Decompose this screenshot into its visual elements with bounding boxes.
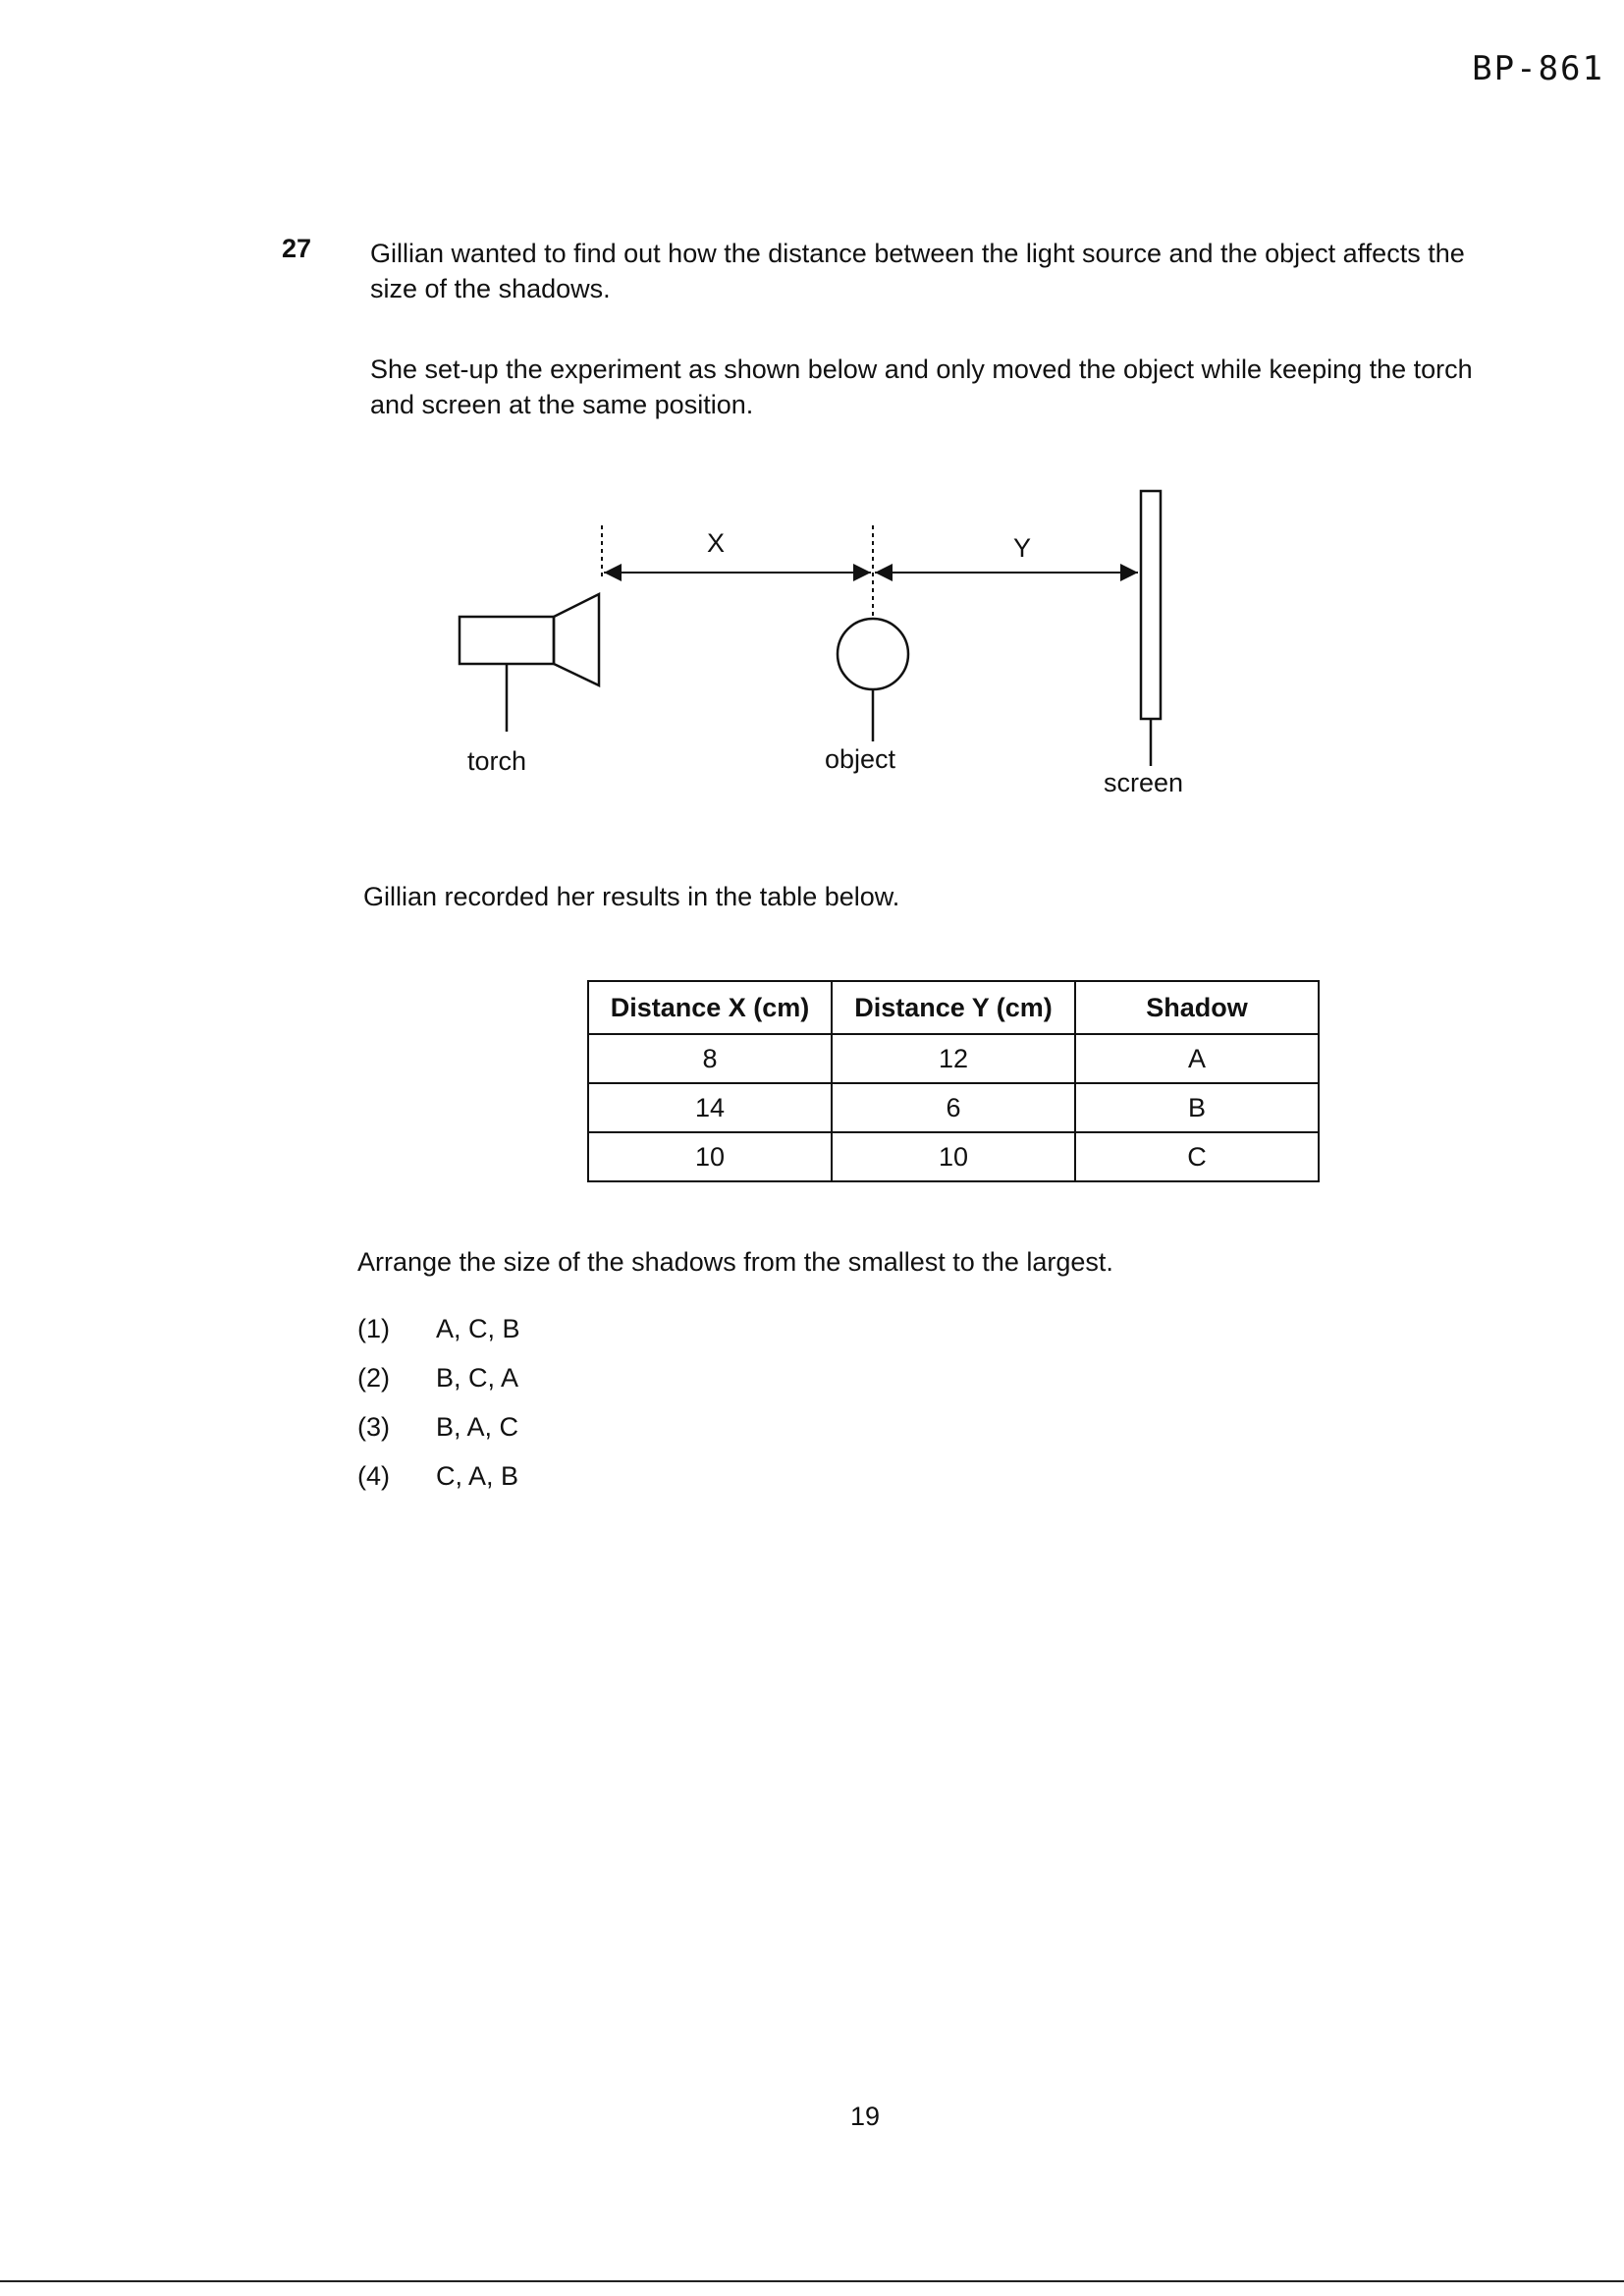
question-paragraph-1: Gillian wanted to find out how the distance between the light source and the object affects the size of the shadows. — [370, 239, 1465, 303]
option-number: (4) — [357, 1460, 390, 1491]
cell-distance-y: 6 — [832, 1083, 1075, 1132]
table-row — [588, 1132, 1319, 1181]
page-bottom-divider — [0, 2280, 1624, 2282]
header-distance-x: Distance X (cm) — [588, 981, 832, 1034]
cell-distance-x: 8 — [588, 1034, 832, 1083]
cell-shadow: B — [1075, 1083, 1319, 1132]
table-row — [588, 1083, 1319, 1132]
screen-icon — [1141, 491, 1161, 766]
option-text: B, C, A — [436, 1362, 519, 1393]
paper-code: BP-861 — [1472, 49, 1604, 88]
option-text: C, A, B — [436, 1460, 519, 1491]
option-number: (1) — [357, 1313, 390, 1343]
label-x: X — [707, 528, 726, 558]
page-number: 19 — [850, 2102, 881, 2131]
answer-options — [357, 1304, 520, 1501]
option-text: B, A, C — [436, 1411, 519, 1442]
cell-distance-y: 10 — [832, 1132, 1075, 1181]
cell-distance-y: 12 — [832, 1034, 1075, 1083]
cell-distance-x: 10 — [588, 1132, 832, 1181]
option-number: (2) — [357, 1362, 390, 1393]
table-row — [588, 1034, 1319, 1083]
cell-shadow: A — [1075, 1034, 1319, 1083]
object-ball-icon — [838, 619, 908, 741]
option-number: (3) — [357, 1411, 390, 1442]
cell-shadow: C — [1075, 1132, 1319, 1181]
torch-icon — [460, 594, 599, 732]
option-text: A, C, B — [436, 1313, 520, 1343]
question-prompt: Arrange the size of the shadows from the smallest to the largest. — [357, 1247, 1113, 1277]
option-2[interactable] — [357, 1353, 520, 1402]
label-screen: screen — [1104, 768, 1184, 797]
label-object: object — [825, 744, 896, 774]
option-3[interactable] — [357, 1402, 520, 1451]
header-shadow: Shadow — [1075, 981, 1319, 1034]
header-distance-y: Distance Y (cm) — [832, 981, 1075, 1034]
option-1[interactable] — [357, 1304, 520, 1353]
question-number: 27 — [282, 234, 312, 263]
cell-distance-x: 14 — [588, 1083, 832, 1132]
label-torch: torch — [467, 746, 527, 776]
results-table — [587, 980, 1320, 1182]
label-y: Y — [1013, 533, 1032, 563]
question-paragraph-2: She set-up the experiment as shown below and only moved the object while keeping the torch and screen at the same position. — [370, 355, 1473, 419]
table-header-row — [588, 981, 1319, 1034]
experiment-diagram — [412, 462, 1296, 815]
results-intro: Gillian recorded her results in the table below. — [363, 882, 900, 911]
option-4[interactable] — [357, 1451, 520, 1501]
